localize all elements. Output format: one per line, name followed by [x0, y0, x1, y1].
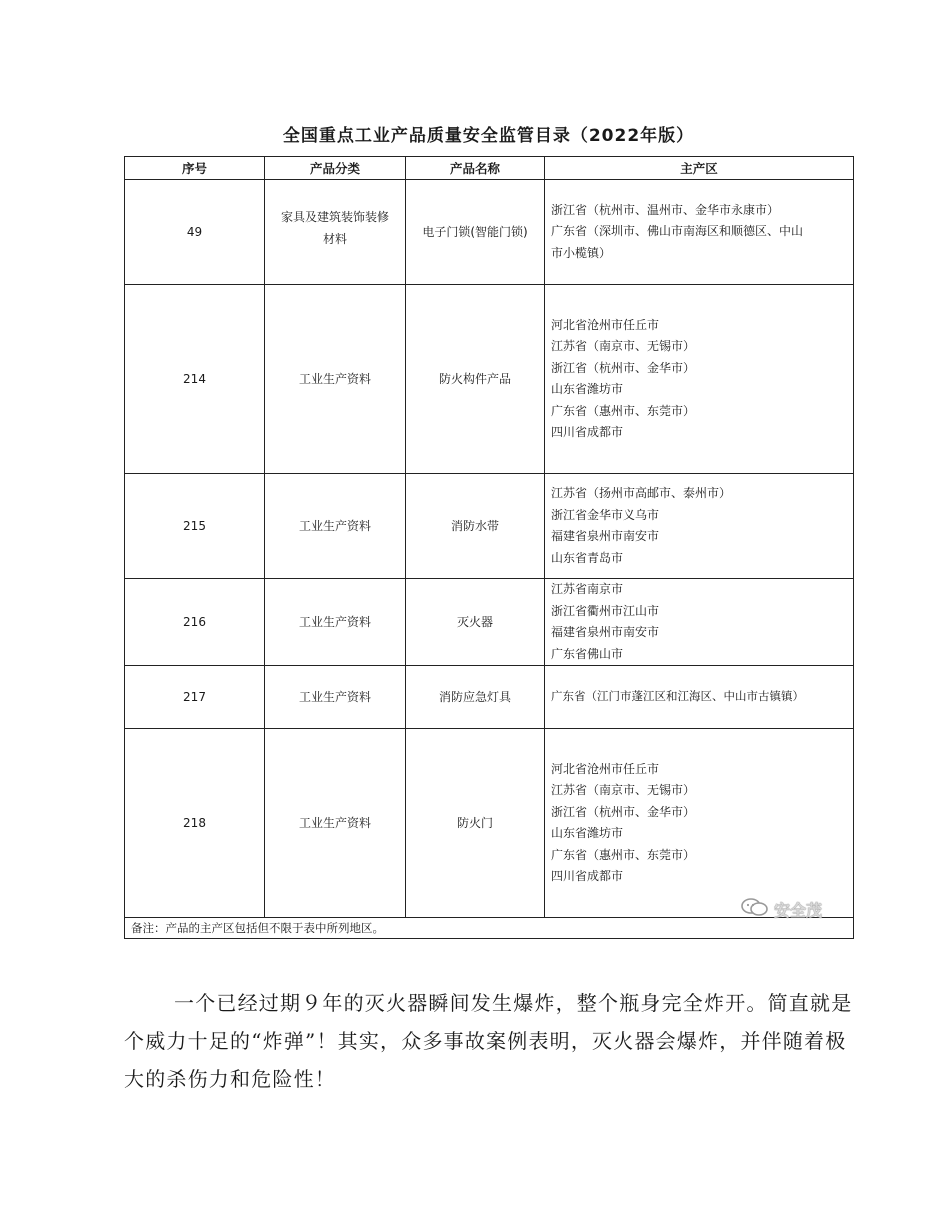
row-regions [545, 666, 854, 729]
row-regions [545, 474, 854, 579]
region-line: 广东省（深圳市、佛山市南海区和顺德区、中山 [551, 224, 804, 239]
header-category: 产品分类 [265, 157, 406, 180]
row-product-name [406, 579, 545, 666]
table-header-row [125, 157, 854, 180]
row-category [265, 666, 406, 729]
category-line: 工业生产资料 [298, 615, 371, 629]
row-regions [545, 579, 854, 666]
watermark [740, 897, 822, 921]
category-line: 工业生产资料 [298, 372, 371, 386]
region-line: 江苏省（南京市、无锡市） [551, 783, 696, 797]
table-row [125, 666, 854, 729]
table-title: 全国重点工业产品质量安全监管目录（2022年版） [282, 126, 695, 146]
row-number: 215 [125, 474, 265, 579]
row-category [265, 474, 406, 579]
row-regions [545, 180, 854, 285]
region-line: 山东省潍坊市 [551, 382, 624, 396]
category-line: 工业生产资料 [298, 816, 371, 830]
row-category [265, 729, 406, 918]
region-line: 山东省青岛市 [551, 550, 624, 565]
row-number: 216 [125, 579, 265, 666]
table-row [125, 474, 854, 579]
header-main-region: 主产区 [545, 157, 854, 180]
table-row [125, 579, 854, 666]
header-number: 序号 [125, 157, 265, 180]
region-line: 广东省（惠州市、东莞市） [551, 403, 696, 418]
category-line: 家具及建筑装饰装修 [280, 210, 389, 224]
row-number: 214 [125, 285, 265, 474]
product-name-line: 防火构件产品 [438, 372, 511, 386]
row-product-name [406, 285, 545, 474]
product-name-line: 灭火器 [456, 615, 493, 629]
header-product-name: 产品名称 [406, 157, 545, 180]
region-line: 浙江省（杭州市、温州市、金华市永康市） [551, 202, 780, 217]
product-name-line: 消防应急灯具 [438, 690, 511, 704]
region-line: 四川省成都市 [551, 425, 624, 439]
category-line: 工业生产资料 [298, 519, 371, 533]
watermark-text: 安全茂 [774, 900, 823, 920]
row-product-name [406, 180, 545, 285]
row-regions [545, 285, 854, 474]
row-category [265, 579, 406, 666]
region-line: 山东省潍坊市 [551, 826, 624, 840]
row-number: 218 [125, 729, 265, 918]
region-line: 广东省（江门市蓬江区和江海区、中山市古镇镇） [551, 689, 804, 704]
region-line: 江苏省南京市 [551, 582, 624, 596]
category-line: 材料 [322, 232, 347, 246]
wechat-icon [740, 897, 774, 921]
product-name-line: 防火门 [456, 816, 493, 830]
region-line: 四川省成都市 [551, 869, 624, 883]
product-name-line: 消防水带 [450, 519, 499, 533]
row-product-name [406, 729, 545, 918]
category-line: 工业生产资料 [298, 690, 371, 704]
row-category [265, 285, 406, 474]
region-line: 浙江省衢州市江山市 [551, 603, 660, 618]
product-name-line: 电子门锁(智能门锁) [422, 225, 528, 239]
region-line: 河北省沧州市任丘市 [551, 761, 660, 776]
region-line: 福建省泉州市南安市 [551, 529, 660, 543]
row-product-name [406, 666, 545, 729]
region-line: 福建省泉州市南安市 [551, 625, 660, 639]
table-row [125, 285, 854, 474]
article-paragraph: 一个已经过期９年的灭火器瞬间发生爆炸，整个瓶身完全炸开。简直就是个威力十足的“炸弹”！其实，众多事故案例表明，灭火器会爆炸，并伴随着极大的杀伤力和危险性！ [124, 991, 853, 1091]
row-product-name [406, 474, 545, 579]
row-number: 217 [125, 666, 265, 729]
region-line: 广东省佛山市 [551, 646, 624, 661]
table-row [125, 180, 854, 285]
row-regions [545, 729, 854, 918]
region-line: 江苏省（南京市、无锡市） [551, 339, 696, 353]
region-line: 江苏省（扬州市高邮市、泰州市） [551, 486, 732, 500]
region-line: 浙江省（杭州市、金华市） [551, 360, 696, 375]
table-note: 备注：产品的主产区包括但不限于表中所列地区。 [125, 918, 854, 939]
row-category [265, 180, 406, 285]
region-line: 浙江省（杭州市、金华市） [551, 804, 696, 819]
table-row [125, 729, 854, 918]
region-line: 市小榄镇） [551, 245, 612, 260]
row-number: 49 [125, 180, 265, 285]
region-line: 河北省沧州市任丘市 [551, 317, 660, 332]
region-line: 广东省（惠州市、东莞市） [551, 847, 696, 862]
catalog-table [124, 156, 854, 939]
region-line: 浙江省金华市义乌市 [551, 507, 660, 522]
